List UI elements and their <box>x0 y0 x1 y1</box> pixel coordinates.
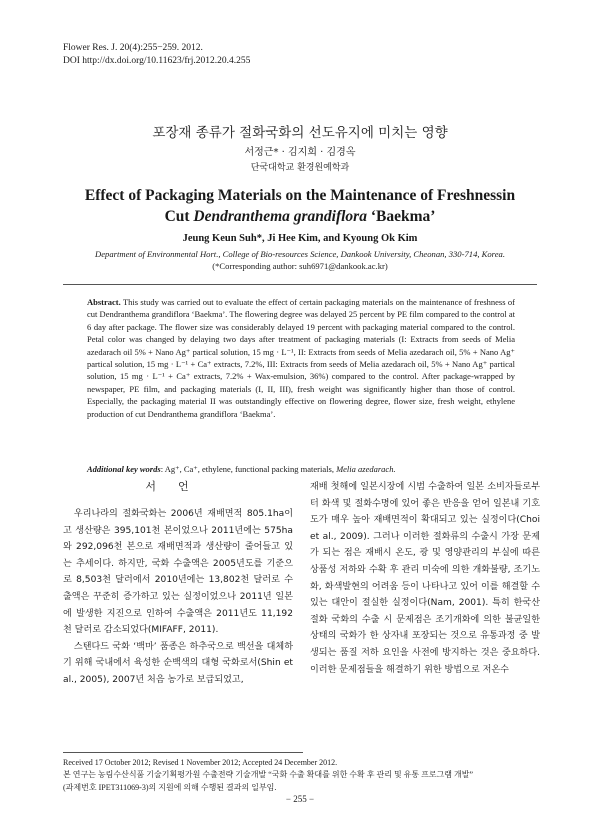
english-affiliation: Department of Environmental Hort., College of Bio-resources Science, Dankook University, Cheonan, 330-714, Korea. <box>95 249 505 259</box>
english-authors: Jeung Keun Suh*, Ji Hee Kim, and Kyoung Ok Kim <box>182 233 418 244</box>
keywords-text: : Ag⁺, Ca⁺, ethylene, functional packing materials, <box>160 464 337 474</box>
korean-authors: 서정근* · 김지희 · 김경옥 <box>244 147 356 158</box>
korean-affiliation: 단국대학교 환경원예학과 <box>250 163 350 173</box>
abstract-label: Abstract. <box>87 297 121 307</box>
body-paragraph: 우리나라의 절화국화는 2006년 재배면적 805.1ha이고 생산량은 395,101천 본이었으나 2011년에는 575ha와 292,096천 본으로 재배면적과 생산량이 줄어들고 있는 추세이다. 하지만, 국화 수출액은 2005년도를 기준으로 8,503천 달러에서 2010년에는 13,802천 달러로 수출액은 꾸준히 증가하고 있는 실정이었으나 2011년 일본에 발생한 지진으로 인하여 수출액은 2011년도 11,192천 달러로 감소되었다(MIFAFF, 2011). <box>63 509 293 636</box>
footnote-divider <box>63 752 303 753</box>
body-left-column <box>63 506 293 689</box>
received-dates: Received 17 October 2012; Revised 1 November 2012; Accepted 24 December 2012. <box>63 758 338 767</box>
body-right-column <box>310 479 540 678</box>
body-paragraph: 재배 첫해에 일본시장에 시범 수출하여 일본 소비자들로부터 화색 및 절화수명에 있어 좋은 반응을 얻어 일본내 기호도가 매우 높아 재배면적이 확대되고 있는 실정이다(Choi et al., 2009). 그러나 이러한 절화류의 수출시 가장 문제가 되는 점은 재배시 온도, 광 및 영양관리의 부실에 따른 상품성 저하와 수확 후 관리 미숙에 의한 개화불량, 조기노화, 화색발현의 어려움 등이 나타나고 있어 이를 해결할 수 있는 대안이 절실한 실정이다(Nam, 2001). 특히 한국산 절화 국화의 수출 시 문제점은 조기개화에 의한 불균일한 상태의 국화가 한 상자내 포장되는 것으로 유통과정 중 발생되는 품질 저하 요인을 사전에 방지하는 것은 중요하다. 이러한 문제점들을 해결하기 위한 방법으로 저온수 <box>310 482 540 675</box>
title-prefix: Cut <box>164 208 194 225</box>
title-species: Dendranthema grandiflora <box>193 208 367 225</box>
footnote <box>63 757 537 794</box>
section-heading-introduction: 서언 <box>145 480 211 493</box>
funding-note-line2: (과제번호 IPET311069-3)의 지원에 의해 수행된 결과의 일부임. <box>63 782 277 792</box>
english-title-line2 <box>60 206 540 227</box>
abstract <box>87 296 515 420</box>
korean-title: 포장재 종류가 절화국화의 선도유지에 미치는 영향 <box>152 125 448 141</box>
page-number: − 255 − <box>285 794 315 804</box>
additional-keywords <box>87 464 515 475</box>
english-title <box>60 185 540 227</box>
top-divider <box>63 284 537 285</box>
body-paragraph: 스탠다드 국화 ‘백마’ 품종은 하추국으로 백선을 대체하기 위해 국내에서 육성한 순백색의 대형 국화로서(Shin et al., 2005), 2007년 처음 농가로 보급되었고, <box>63 641 293 685</box>
english-title-line1: Effect of Packaging Materials on the Maintenance of Freshnessin <box>84 187 516 204</box>
keywords-label: Additional key words <box>87 464 161 474</box>
funding-note-line1: 본 연구는 농림수산식품 기술기획평가원 수출전략 기술개발 “국화 수출 확대를 위한 수확 후 관리 및 유통 프로그램 개발” <box>63 770 474 780</box>
journal-citation: Flower Res. J. 20(4):255−259. 2012. <box>63 43 203 53</box>
journal-doi: DOI http://dx.doi.org/10.11623/frj.2012.20.4.255 <box>63 56 251 66</box>
corresponding-author: (*Corresponding author: suh6971@dankook.ac.kr) <box>212 261 388 271</box>
abstract-text: This study was carried out to evaluate the effect of certain packaging materials on the maintenance of freshness of cut Dendranthema grandiflora ‘Baekma’. The flowering degree was delayed 25 percent by PE film compared to the control at 6 day after package. The flower size was considerably delayed 19 percent with packaging material compared to the control. Petal color was changed by delaying two days after treatment of packaging materials (I: Extracts from seeds of Melia azedarach oil 5% + Nano Ag⁺ partical solution, 15 mg · L⁻¹, II: Extracts from seeds of Melia azedarach oil, 5% + Nano Ag⁺ partical solution, 15 mg · L⁻¹ + Ca⁺ extracts, 7.2%, III: Extracts from seeds of Melia azedarach oil, 5% + Nano Ag⁺ partical solution, 15 mg · L⁻¹ + Ca⁺ extracts, 7.2% + Wax-emulsion, 36%) compared to the control. After package-wrapped by newspaper, PE film, and packaging materials (I, II, III), fresh weight was significantly higher than those of control. Especially, the packaging material II was outstandingly effective on flowering degree, flower size, fresh weight, ethylene production of cut Dendranthema grandiflora ‘Baekma’. <box>87 297 515 419</box>
journal-header <box>63 42 250 68</box>
title-cultivar: ‘Baekma’ <box>366 208 436 225</box>
keywords-italic: Melia azedarach. <box>336 464 396 474</box>
